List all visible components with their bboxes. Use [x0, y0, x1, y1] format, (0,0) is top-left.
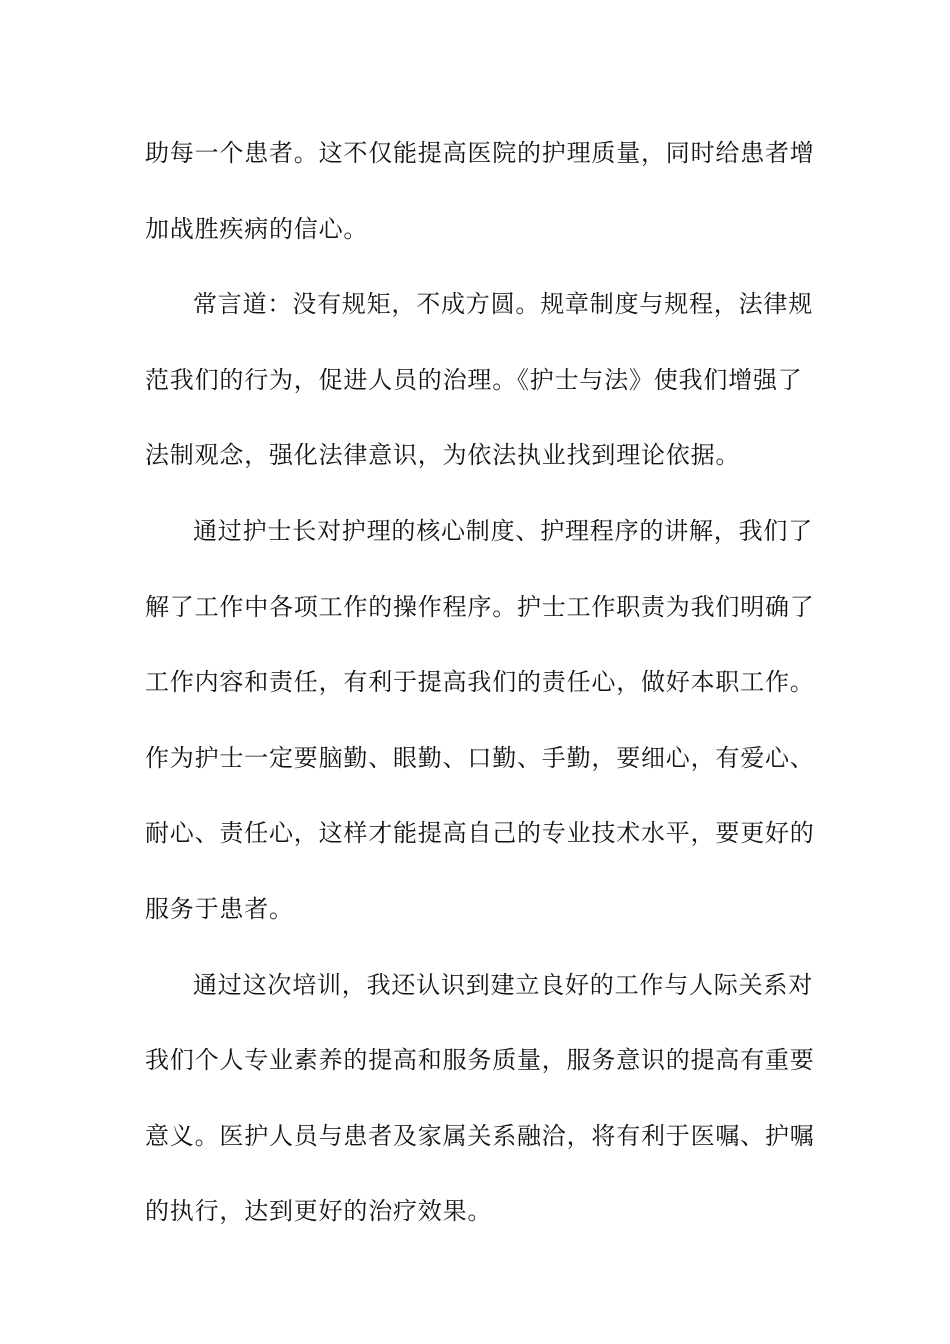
text-line: 法制观念，强化法律意识，为依法执业找到理论依据。: [145, 441, 741, 470]
text-line: 助每一个患者。这不仅能提高医院的护理质量，同时给患者增: [145, 139, 815, 167]
document-page: [145, 128, 815, 1262]
paragraph-1: [145, 128, 815, 279]
text-line: 通过这次培训，我还认识到建立良好的工作与人际关系对: [193, 970, 813, 999]
text-line: 加战胜疾病的信心。: [145, 214, 369, 243]
text-line: 的执行，达到更好的治疗效果。: [145, 1197, 493, 1226]
text-line: 解了工作中各项工作的操作程序。护士工作职责为我们明确了: [145, 592, 815, 621]
text-line: 作为护士一定要脑勤、眼勤、口勤、手勤，要细心，有爱心、: [145, 743, 815, 772]
text-line: 常言道：没有规矩，不成方圆。规章制度与规程，法律规: [193, 290, 813, 319]
text-line: 我们个人专业素养的提高和服务质量，服务意识的提高有重要: [145, 1046, 815, 1075]
paragraph-2: [145, 279, 813, 506]
text-line: 服务于患者。: [145, 894, 294, 923]
text-line: 范我们的行为，促进人员的治理。《护士与法》使我们增强了: [145, 365, 803, 394]
paragraph-4: [145, 960, 815, 1262]
text-line: 工作内容和责任，有利于提高我们的责任心，做好本职工作。: [145, 668, 815, 697]
text-line: 通过护士长对护理的核心制度、护理程序的讲解，我们了: [193, 516, 813, 545]
text-line: 意义。医护人员与患者及家属关系融洽，将有利于医嘱、护嘱: [145, 1121, 815, 1150]
text-line: 耐心、责任心，这样才能提高自己的专业技术水平，要更好的: [145, 819, 815, 848]
paragraph-3: [145, 506, 815, 960]
